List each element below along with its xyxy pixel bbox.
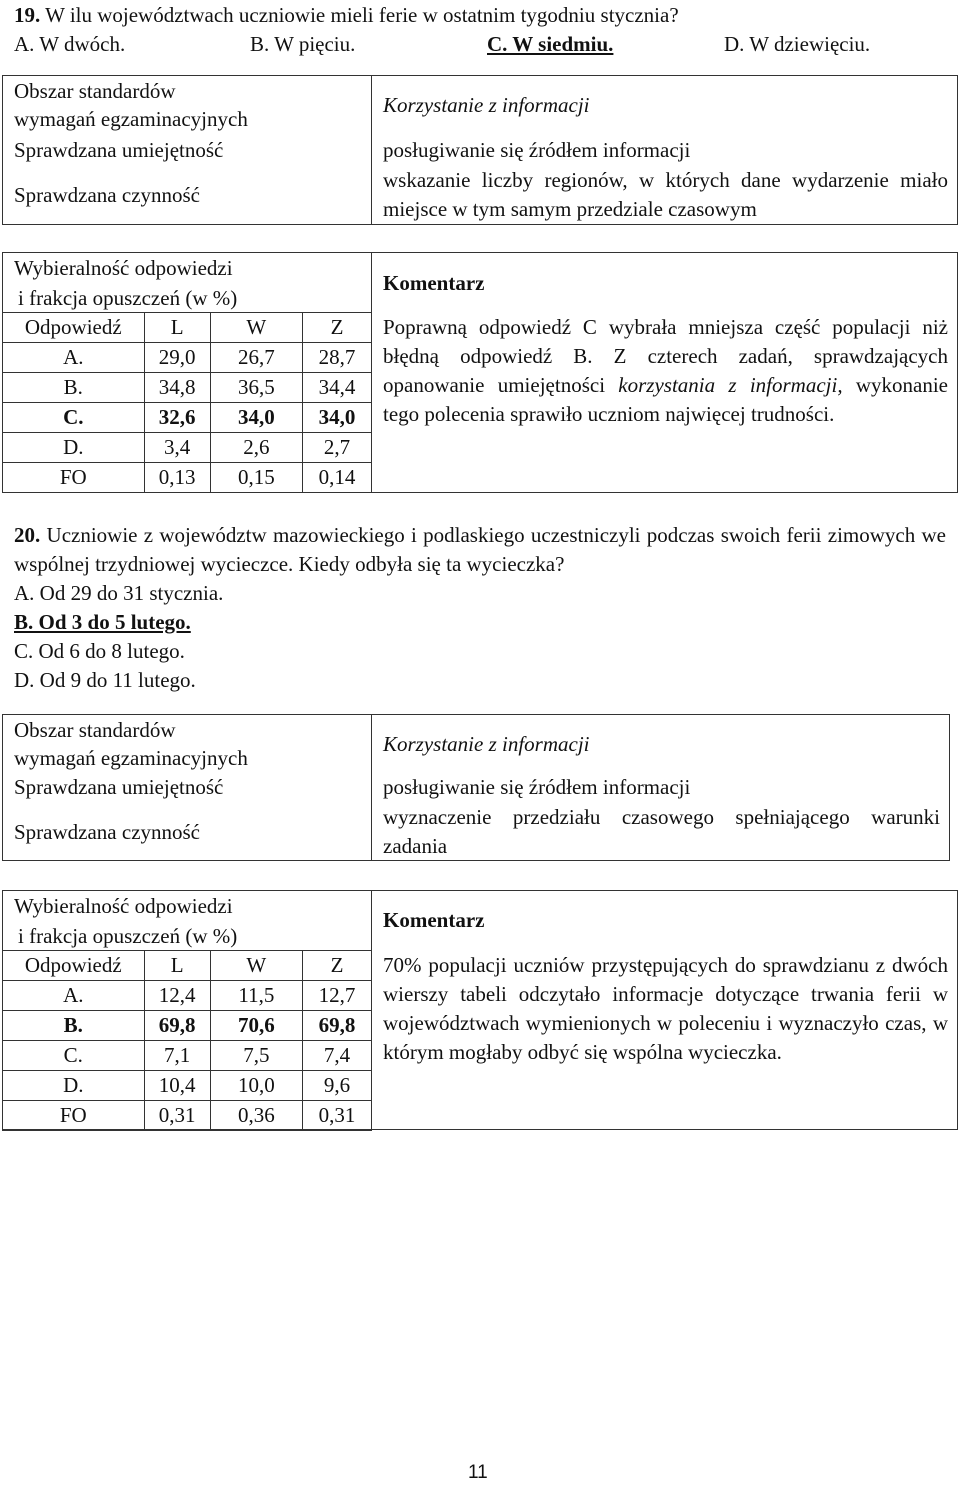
table-header-row <box>3 951 372 981</box>
q19-selectivity-table <box>2 312 372 493</box>
table-header-cell: L <box>144 313 210 343</box>
q19-option-b: B. W pięciu. <box>250 32 356 56</box>
q19-selectivity-title-1: Wybieralność odpowiedzi <box>14 256 233 280</box>
table-header-cell: Z <box>302 313 371 343</box>
q20-area-value: Korzystanie z informacji <box>383 732 590 756</box>
table-header-cell: L <box>144 951 210 981</box>
q19-question <box>14 1 679 29</box>
table-row <box>3 463 372 493</box>
table-cell: 10,0 <box>210 1071 302 1101</box>
table-row <box>3 343 372 373</box>
table-cell: 7,1 <box>144 1041 210 1071</box>
q19-area-label-2: wymagań egzaminacyjnych <box>14 107 248 131</box>
table-header-cell: Odpowiedź <box>3 951 145 981</box>
table-cell: 36,5 <box>210 373 302 403</box>
table-cell: B. <box>3 1011 145 1041</box>
q20-area-label-2: wymagań egzaminacyjnych <box>14 746 248 770</box>
table-cell: D. <box>3 433 145 463</box>
q20-question <box>14 521 946 579</box>
table-cell: 0,31 <box>144 1101 210 1131</box>
table-cell: C. <box>3 403 145 433</box>
table-row <box>3 373 372 403</box>
table-cell: 0,31 <box>302 1101 371 1131</box>
table-cell: 12,7 <box>302 981 371 1011</box>
q20-option-b: B. Od 3 do 5 lutego. <box>14 610 191 634</box>
q19-option-d: D. W dziewięciu. <box>724 32 871 56</box>
table-cell: 3,4 <box>144 433 210 463</box>
page-number: 11 <box>468 1462 488 1483</box>
q19-number: 19. <box>14 3 41 27</box>
table-cell: 2,6 <box>210 433 302 463</box>
q20-selectivity-table <box>2 950 372 1131</box>
q19-area-value: Korzystanie z informacji <box>383 93 590 117</box>
q19-skill-label: Sprawdzana umiejętność <box>14 138 224 162</box>
table-cell: 34,4 <box>302 373 371 403</box>
q19-activity-label: Sprawdzana czynność <box>14 183 201 207</box>
table-cell: A. <box>3 981 145 1011</box>
q19-skill-value: posługiwanie się źródłem informacji <box>383 138 691 162</box>
table-cell: 0,15 <box>210 463 302 493</box>
q20-option-d: D. Od 9 do 11 lutego. <box>14 668 196 692</box>
table-cell: 7,4 <box>302 1041 371 1071</box>
table-cell: 34,0 <box>302 403 371 433</box>
table-cell: 0,13 <box>144 463 210 493</box>
table-cell: 29,0 <box>144 343 210 373</box>
q20-text: Uczniowie z województw mazowieckiego i podlaskiego uczestniczyli podczas swoich ferii zimowych we wspólnej trzydniowej wycieczce. Kiedy odbyła się ta wycieczka? <box>14 523 946 576</box>
table-row <box>3 1041 372 1071</box>
table-cell: B. <box>3 373 145 403</box>
q19-selectivity-title-2: i frakcja opuszczeń (w %) <box>18 286 238 310</box>
table-cell: 9,6 <box>302 1071 371 1101</box>
table-cell: 69,8 <box>302 1011 371 1041</box>
q19-area-label-1: Obszar standardów <box>14 79 176 103</box>
q20-comment-title: Komentarz <box>383 908 485 932</box>
q20-skill-value: posługiwanie się źródłem informacji <box>383 775 691 799</box>
table-header-cell: Odpowiedź <box>3 313 145 343</box>
table-row <box>3 403 372 433</box>
table-cell: 0,36 <box>210 1101 302 1131</box>
table-cell: 12,4 <box>144 981 210 1011</box>
q20-option-c: C. Od 6 do 8 lutego. <box>14 639 185 663</box>
table-cell: FO <box>3 463 145 493</box>
q19-activity-value: wskazanie liczby regionów, w których dane wydarzenie miało miejsce w tym samym przedziale czasowym <box>383 168 948 221</box>
table-cell: FO <box>3 1101 145 1131</box>
table-cell: 11,5 <box>210 981 302 1011</box>
table-cell: C. <box>3 1041 145 1071</box>
table-cell: 0,14 <box>302 463 371 493</box>
q20-comment-text: 70% populacji uczniów przystępujących do sprawdzianu z dwóch wierszy tabeli odczytało informacje dotyczące trwania ferii w województwach wymienionych w poleceniu i wyznaczyło czas, w którym mogłaby odbyć się wspólna wycieczka. <box>383 953 948 1064</box>
table-cell: D. <box>3 1071 145 1101</box>
q20-option-a: A. Od 29 do 31 stycznia. <box>14 581 224 605</box>
table-header-cell: W <box>210 951 302 981</box>
q19-text: W ilu województwach uczniowie mieli ferie w ostatnim tygodniu stycznia? <box>45 3 679 27</box>
table-cell: 7,5 <box>210 1041 302 1071</box>
table-cell: 69,8 <box>144 1011 210 1041</box>
q19-comment-title: Komentarz <box>383 271 485 295</box>
table-cell: 32,6 <box>144 403 210 433</box>
q19-option-c: C. W siedmiu. <box>487 32 614 56</box>
q20-area-label-1: Obszar standardów <box>14 718 176 742</box>
q20-skill-label: Sprawdzana umiejętność <box>14 775 224 799</box>
table-row <box>3 981 372 1011</box>
table-row <box>3 1071 372 1101</box>
table-row <box>3 433 372 463</box>
table-header-cell: Z <box>302 951 371 981</box>
table-cell: 34,8 <box>144 373 210 403</box>
q20-activity-value: wyznaczenie przedziału czasowego spełniającego warunki zadania <box>383 805 940 858</box>
table-cell: 70,6 <box>210 1011 302 1041</box>
table-header-row <box>3 313 372 343</box>
q19-option-a: A. W dwóch. <box>14 32 126 56</box>
q19-comment-text: Poprawną odpowiedź C wybrała mniejsza część populacji niż błędną odpowiedź B. Z czterech zadań, sprawdzających opanowanie umiejętności korzystania z informacji, wykonanie tego polecenia sprawiło uczniom najwięcej trudności. <box>383 315 948 426</box>
table-cell: 26,7 <box>210 343 302 373</box>
q20-selectivity-title-1: Wybieralność odpowiedzi <box>14 894 233 918</box>
table-header-cell: W <box>210 313 302 343</box>
table-row <box>3 1101 372 1131</box>
q20-selectivity-title-2: i frakcja opuszczeń (w %) <box>18 924 238 948</box>
table-cell: 10,4 <box>144 1071 210 1101</box>
table-cell: A. <box>3 343 145 373</box>
q20-activity-label: Sprawdzana czynność <box>14 820 201 844</box>
q20-number: 20. <box>14 523 41 547</box>
table-row <box>3 1011 372 1041</box>
table-cell: 2,7 <box>302 433 371 463</box>
table-cell: 34,0 <box>210 403 302 433</box>
table-cell: 28,7 <box>302 343 371 373</box>
